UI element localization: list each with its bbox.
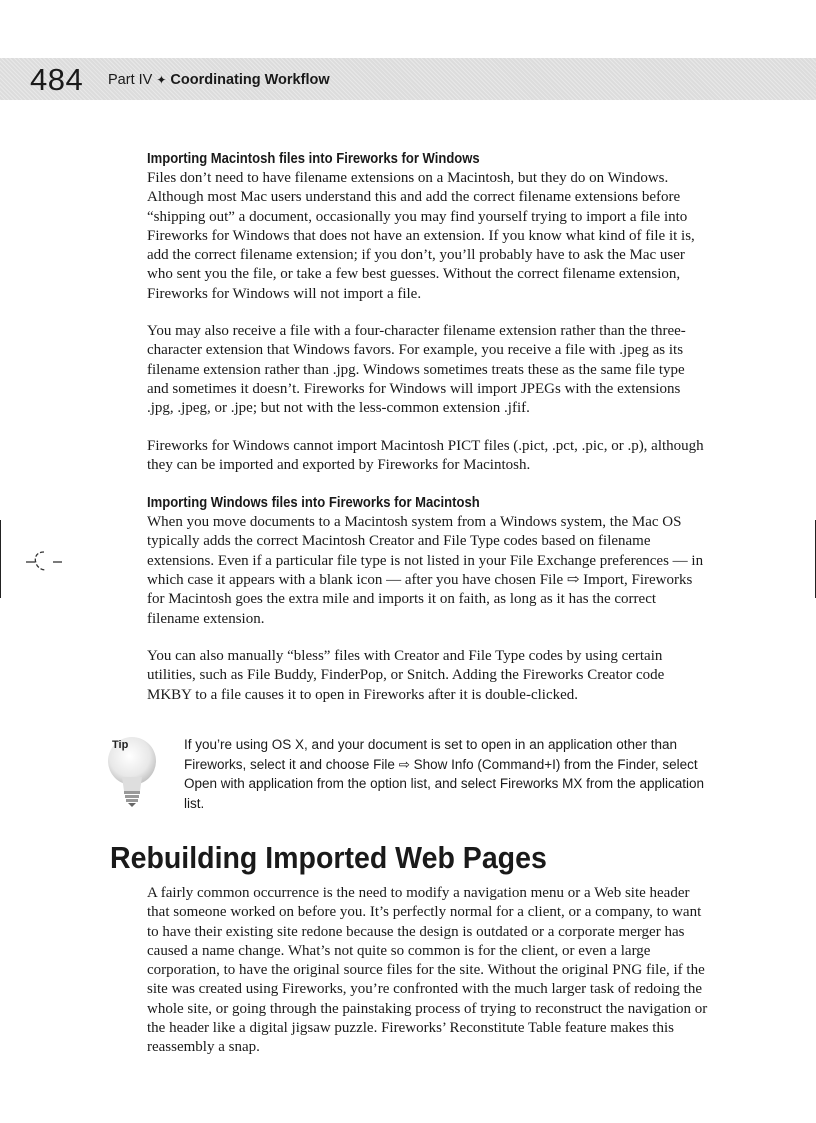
tip-text: If you’re using OS X, and your document is set to open in an application other than Fireworks, select it and choose File ⇨ Show Info (Command+I) from the Finder, select Open with application from the option list, and select Fireworks MX from the application list. [184,737,704,811]
paragraph: You can also manually “bless” files with Creator and File Type codes by using certain utilities, such as File Buddy, FinderPop, or Snitch. Adding the Fireworks Creator code MKBY to a file causes it to open in Fireworks after it is double-clicked. [147,647,665,703]
tip-box [108,735,720,815]
paragraph: Files don’t need to have filename extensions on a Macintosh, but they do on Windows. Although most Mac users understand this and add the correct filename extensions before “shipping out” a document, occasionally you may find yourself trying to import a file into Fireworks for Windows that does not have an extension. If you know what kind of file it is, add the correct filename extension; if you don’t, you’ll probably have to ask the Mac user who sent you the file, or take a few best guesses. Without the correct filename extension, Fireworks for Windows will not import a file. [147,170,695,302]
main-content [147,149,709,705]
separator-icon: ✦ [156,73,167,87]
tip-label: Tip [112,739,129,751]
paragraph: A fairly common occurrence is the need to modify a navigation menu or a Web site header that someone worked on before you. It’s perfectly normal for a client, or a company, to want to have their existing site redone because the design is outdated or a corporate merger has caused a name change. What’s not quite so common is for the client, or even a large corporation, to have the original source files for the site. Without the original PNG file, if the site was created using Fireworks, you’re confronted with the much larger task of redoing the whole site, or going through the painstaking process of trying to reconstruct the navigation or the header like a digital jigsaw puzzle. Fireworks’ Reconstitute Table feature makes this reassembly a snap. [147,885,708,1056]
subhead-windows-to-mac: Importing Windows files into Fireworks for Macintosh [147,495,480,512]
paragraph: You may also receive a file with a four-character filename extension rather than the three-character extension that Windows favors. For example, you receive a file with .jpeg as its filename extension rather than .jpg. Windows sometimes treats these as the same file type and sometimes it doesn’t. Fireworks for Windows will import JPEGs with the extensions .jpg, .jpeg, or .jpe; but not with the less-common extension .jfif. [147,323,686,417]
chapter-title: Coordinating Workflow [170,72,330,88]
running-head [108,70,330,90]
registration-mark-icon [24,548,64,583]
paragraph: When you move documents to a Macintosh system from a Windows system, the Mac OS typically adds the correct Macintosh Creator and File Type codes based on filename extensions. Even if a particular file type is not listed in your File Exchange preferences — in which case it appears with a blank icon — after you have chosen File ⇨ Import, Fireworks for Macintosh goes the extra mile and imports it on faith, as long as it has the correct filename extension. [147,514,704,627]
section-title: Rebuilding Imported Web Pages [110,840,547,875]
part-label: Part IV [108,72,153,88]
paragraph: Fireworks for Windows cannot import Macintosh PICT files (.pict, .pct, .pic, or .p), although they can be imported and exported by Fireworks for Macintosh. [147,437,704,473]
subhead-mac-to-windows: Importing Macintosh files into Fireworks for Windows [147,151,480,167]
section-body [147,884,709,1058]
crop-mark-left [0,520,1,598]
page-number: 484 [30,62,84,97]
